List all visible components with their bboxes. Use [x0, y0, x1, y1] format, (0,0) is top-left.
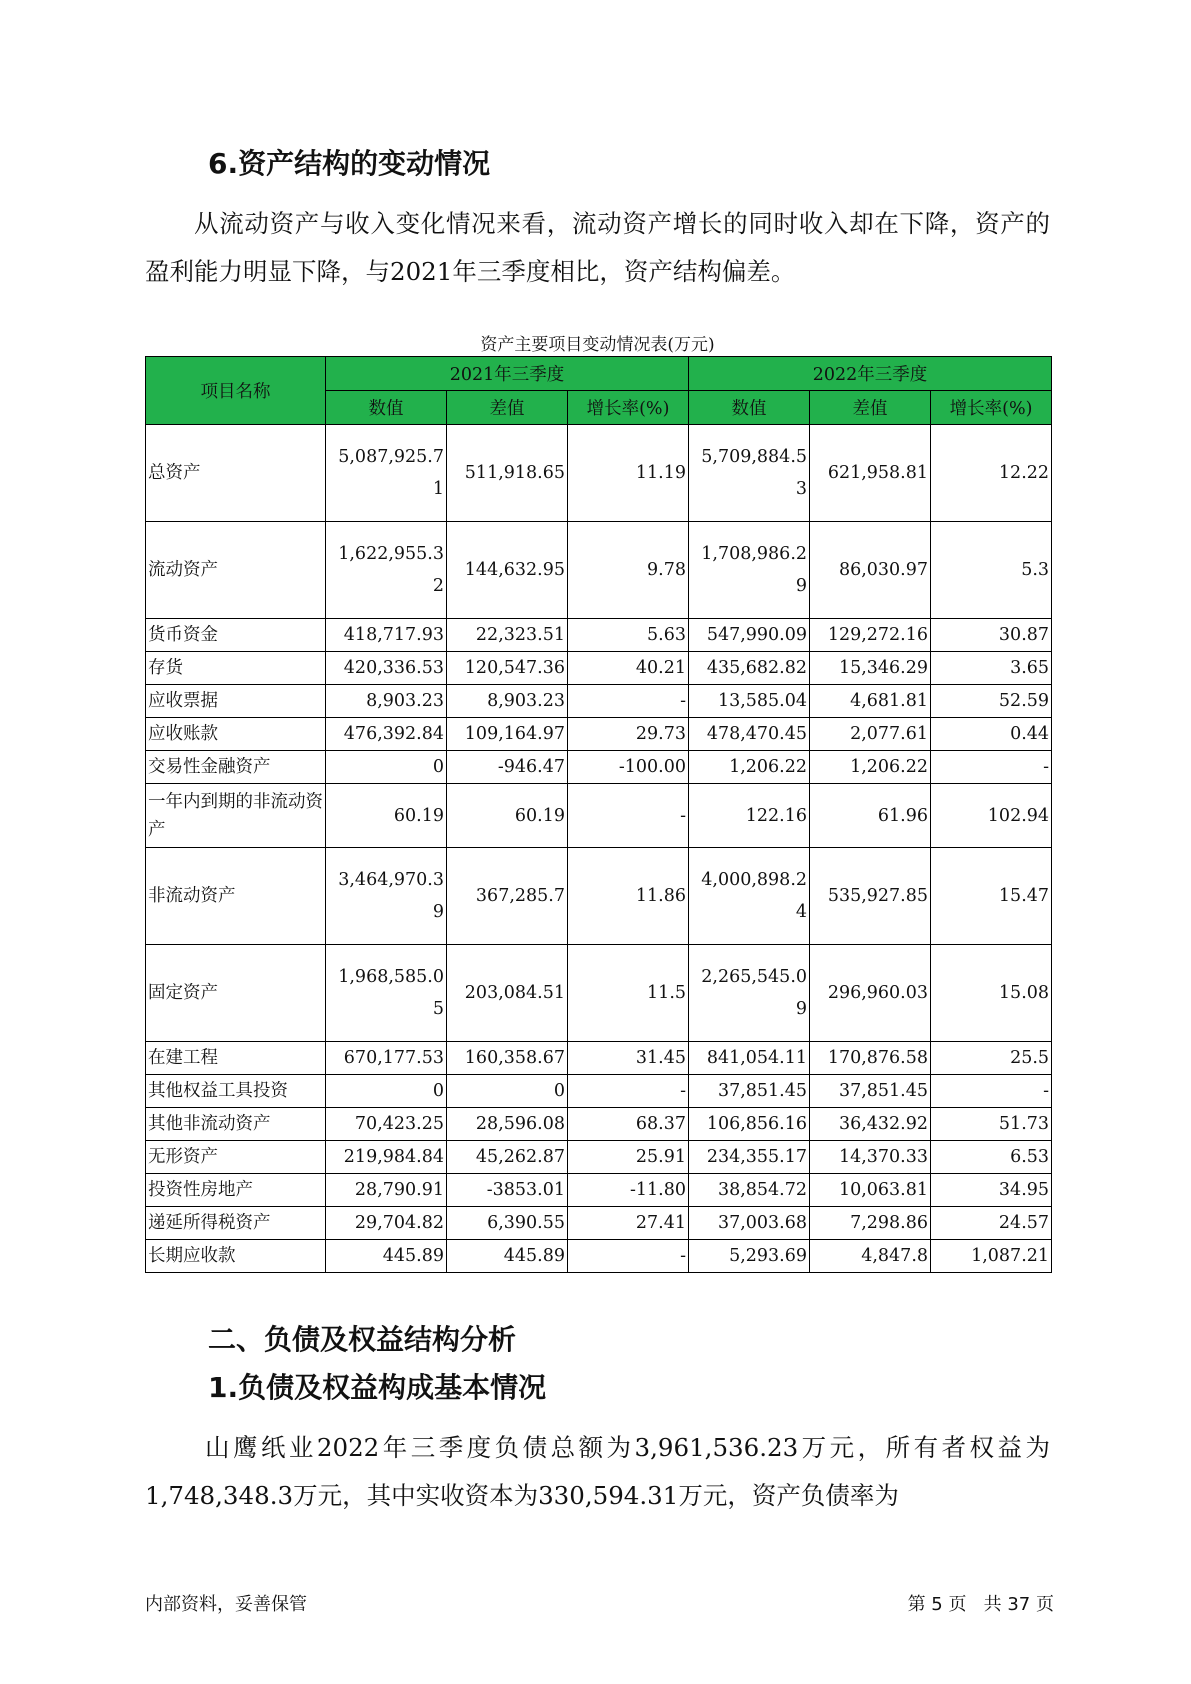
table-row [146, 1174, 1052, 1207]
row-name: 在建工程 [146, 1042, 326, 1075]
cell: 8,903.23 [447, 685, 568, 718]
cell: 122.16 [689, 784, 810, 848]
cell: 5,709,884.53 [689, 425, 810, 522]
row-name: 其他非流动资产 [146, 1108, 326, 1141]
cell: 2,265,545.09 [689, 945, 810, 1042]
cell: 0 [447, 1075, 568, 1108]
row-name: 无形资产 [146, 1141, 326, 1174]
subheader-value: 数值 [689, 391, 810, 425]
cell: 38,854.72 [689, 1174, 810, 1207]
table-row [146, 1141, 1052, 1174]
cell: 1,622,955.32 [326, 522, 447, 619]
subsection-heading: 1.负债及权益构成基本情况 [208, 1371, 547, 1404]
cell: 45,262.87 [447, 1141, 568, 1174]
cell: -100.00 [568, 751, 689, 784]
cell: 11.86 [568, 848, 689, 945]
table-row [146, 718, 1052, 751]
cell: 61.96 [810, 784, 931, 848]
cell: 547,990.09 [689, 619, 810, 652]
cell: 5,087,925.71 [326, 425, 447, 522]
section-paragraph: 山鹰纸业2022年三季度负债总额为3,961,536.23万元，所有者权益为1,748,348.3万元，其中实收资本为330,594.31万元，资产负债率为 [145, 1433, 1050, 1510]
row-name: 投资性房地产 [146, 1174, 326, 1207]
cell: 102.94 [931, 784, 1052, 848]
cell: 60.19 [447, 784, 568, 848]
table-row [146, 425, 1052, 522]
cell: 5.63 [568, 619, 689, 652]
section-paragraph: 从流动资产与收入变化情况来看，流动资产增长的同时收入却在下降，资产的盈利能力明显下降，与2021年三季度相比，资产结构偏差。 [145, 209, 1050, 286]
cell: 129,272.16 [810, 619, 931, 652]
cell: 7,298.86 [810, 1207, 931, 1240]
cell: 15.47 [931, 848, 1052, 945]
cell: 1,087.21 [931, 1240, 1052, 1273]
row-name: 应收账款 [146, 718, 326, 751]
row-name: 应收票据 [146, 685, 326, 718]
cell: 535,927.85 [810, 848, 931, 945]
cell: 36,432.92 [810, 1108, 931, 1141]
cell: 478,470.45 [689, 718, 810, 751]
asset-change-table [145, 356, 1052, 1273]
cell: 8,903.23 [326, 685, 447, 718]
cell: - [568, 1240, 689, 1273]
cell: -3853.01 [447, 1174, 568, 1207]
cell: 15,346.29 [810, 652, 931, 685]
cell: 120,547.36 [447, 652, 568, 685]
cell: - [931, 751, 1052, 784]
table-row [146, 848, 1052, 945]
header-item-name: 项目名称 [146, 357, 326, 425]
row-name: 递延所得税资产 [146, 1207, 326, 1240]
cell: 10,063.81 [810, 1174, 931, 1207]
cell: 4,681.81 [810, 685, 931, 718]
cell: 0 [326, 1075, 447, 1108]
cell: 37,851.45 [689, 1075, 810, 1108]
cell: -11.80 [568, 1174, 689, 1207]
row-name: 交易性金融资产 [146, 751, 326, 784]
cell: 86,030.97 [810, 522, 931, 619]
cell: 109,164.97 [447, 718, 568, 751]
row-name: 其他权益工具投资 [146, 1075, 326, 1108]
table-row [146, 751, 1052, 784]
cell: 5,293.69 [689, 1240, 810, 1273]
cell: 52.59 [931, 685, 1052, 718]
footer-page-number: 第 5 页 共 37 页 [907, 1594, 1054, 1615]
table-row [146, 1240, 1052, 1273]
table-caption: 资产主要项目变动情况表(万元) [480, 335, 715, 355]
cell: 296,960.03 [810, 945, 931, 1042]
cell: 13,585.04 [689, 685, 810, 718]
cell: 445.89 [447, 1240, 568, 1273]
cell: - [931, 1075, 1052, 1108]
cell: 2,077.61 [810, 718, 931, 751]
cell: 160,358.67 [447, 1042, 568, 1075]
cell: 28,596.08 [447, 1108, 568, 1141]
cell: 28,790.91 [326, 1174, 447, 1207]
subheader-diff: 差值 [810, 391, 931, 425]
cell: 11.5 [568, 945, 689, 1042]
cell: 621,958.81 [810, 425, 931, 522]
table-row [146, 1108, 1052, 1141]
subheader-growth: 增长率(%) [568, 391, 689, 425]
table-row [146, 619, 1052, 652]
cell: 841,054.11 [689, 1042, 810, 1075]
cell: 219,984.84 [326, 1141, 447, 1174]
table-row [146, 652, 1052, 685]
cell: 106,856.16 [689, 1108, 810, 1141]
table-row [146, 1042, 1052, 1075]
row-name: 非流动资产 [146, 848, 326, 945]
cell: 1,708,986.29 [689, 522, 810, 619]
table-row [146, 945, 1052, 1042]
header-group-2022: 2022年三季度 [689, 357, 1052, 391]
subheader-diff: 差值 [447, 391, 568, 425]
cell: -946.47 [447, 751, 568, 784]
row-name: 一年内到期的非流动资产 [146, 784, 326, 848]
cell: 435,682.82 [689, 652, 810, 685]
cell: 420,336.53 [326, 652, 447, 685]
table-row [146, 784, 1052, 848]
cell: 418,717.93 [326, 619, 447, 652]
cell: 234,355.17 [689, 1141, 810, 1174]
table-row [146, 1207, 1052, 1240]
cell: 29,704.82 [326, 1207, 447, 1240]
cell: 60.19 [326, 784, 447, 848]
cell: 0.44 [931, 718, 1052, 751]
row-name: 长期应收款 [146, 1240, 326, 1273]
cell: 6.53 [931, 1141, 1052, 1174]
cell: 11.19 [568, 425, 689, 522]
row-name: 流动资产 [146, 522, 326, 619]
cell: 6,390.55 [447, 1207, 568, 1240]
subheader-value: 数值 [326, 391, 447, 425]
cell: 476,392.84 [326, 718, 447, 751]
cell: 70,423.25 [326, 1108, 447, 1141]
section-heading: 6.资产结构的变动情况 [208, 147, 491, 180]
footer-confidential-note: 内部资料，妥善保管 [145, 1594, 307, 1615]
section-heading: 二、负债及权益结构分析 [208, 1323, 517, 1356]
cell: 15.08 [931, 945, 1052, 1042]
cell: 1,206.22 [810, 751, 931, 784]
cell: 670,177.53 [326, 1042, 447, 1075]
cell: 511,918.65 [447, 425, 568, 522]
header-group-2021: 2021年三季度 [326, 357, 689, 391]
cell: 24.57 [931, 1207, 1052, 1240]
table-row [146, 685, 1052, 718]
subheader-growth: 增长率(%) [931, 391, 1052, 425]
cell: 144,632.95 [447, 522, 568, 619]
cell: 37,003.68 [689, 1207, 810, 1240]
cell: 29.73 [568, 718, 689, 751]
cell: 3.65 [931, 652, 1052, 685]
row-name: 总资产 [146, 425, 326, 522]
cell: 1,206.22 [689, 751, 810, 784]
cell: 31.45 [568, 1042, 689, 1075]
cell: 367,285.7 [447, 848, 568, 945]
cell: 3,464,970.39 [326, 848, 447, 945]
cell: 4,000,898.24 [689, 848, 810, 945]
cell: 12.22 [931, 425, 1052, 522]
cell: - [568, 685, 689, 718]
cell: 0 [326, 751, 447, 784]
cell: 25.91 [568, 1141, 689, 1174]
cell: 40.21 [568, 652, 689, 685]
cell: - [568, 784, 689, 848]
cell: 14,370.33 [810, 1141, 931, 1174]
row-name: 存货 [146, 652, 326, 685]
cell: 170,876.58 [810, 1042, 931, 1075]
table-row [146, 1075, 1052, 1108]
cell: - [568, 1075, 689, 1108]
cell: 30.87 [931, 619, 1052, 652]
cell: 9.78 [568, 522, 689, 619]
cell: 5.3 [931, 522, 1052, 619]
cell: 68.37 [568, 1108, 689, 1141]
cell: 34.95 [931, 1174, 1052, 1207]
cell: 22,323.51 [447, 619, 568, 652]
table-row [146, 522, 1052, 619]
cell: 51.73 [931, 1108, 1052, 1141]
cell: 4,847.8 [810, 1240, 931, 1273]
cell: 37,851.45 [810, 1075, 931, 1108]
row-name: 固定资产 [146, 945, 326, 1042]
cell: 27.41 [568, 1207, 689, 1240]
cell: 445.89 [326, 1240, 447, 1273]
row-name: 货币资金 [146, 619, 326, 652]
cell: 1,968,585.05 [326, 945, 447, 1042]
cell: 203,084.51 [447, 945, 568, 1042]
cell: 25.5 [931, 1042, 1052, 1075]
